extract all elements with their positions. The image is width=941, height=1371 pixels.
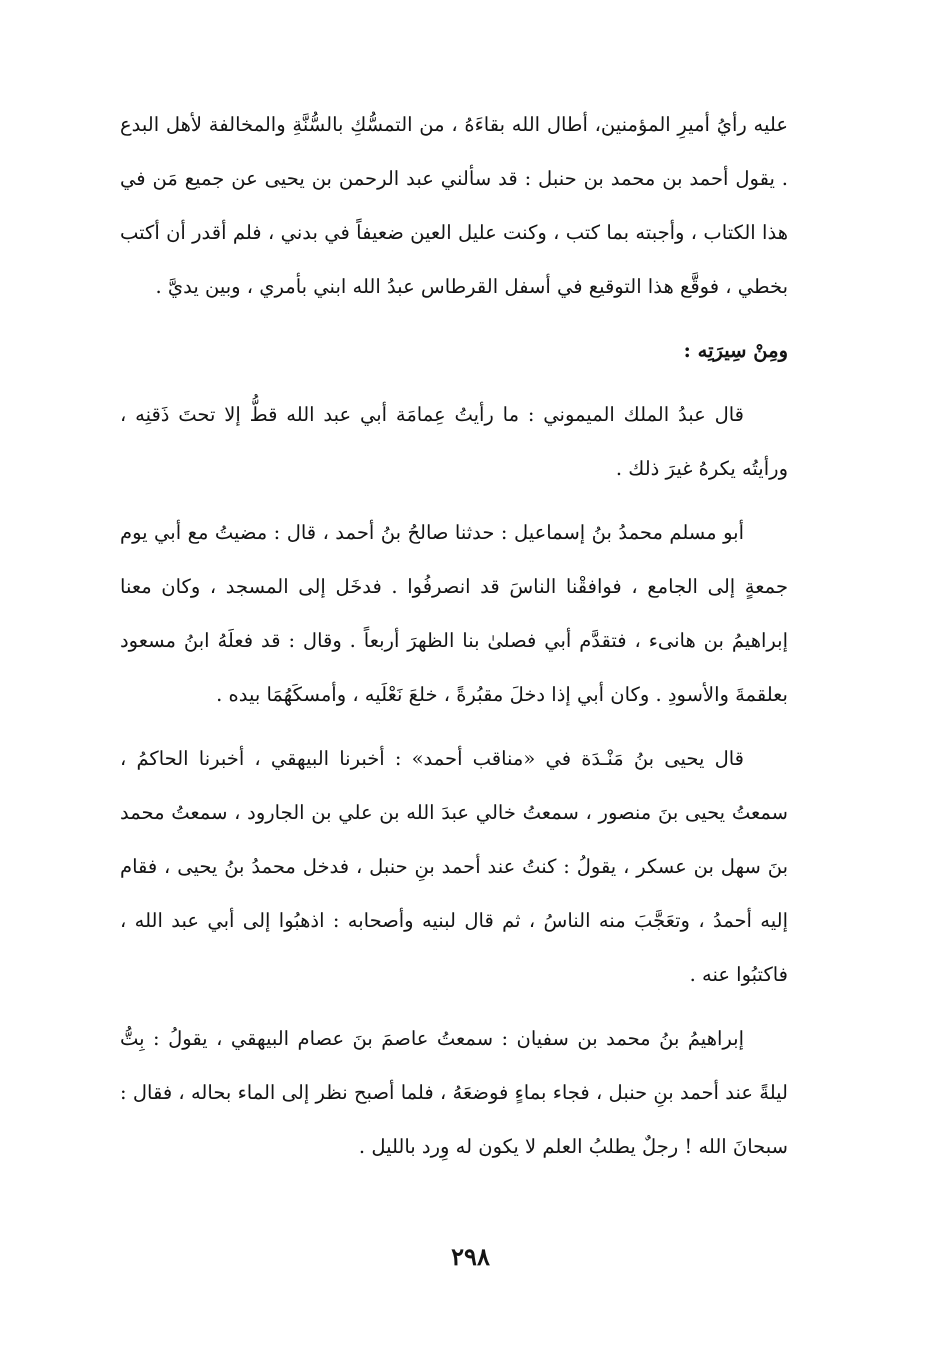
paragraph-continuation: عليه رأيُ أميرِ المؤمنين، أطال الله بقاءَهُ ، من التمسُّكِ بالسُّنَّةِ والمخالفة لأهل البدع . يقول أحمد بن محمد بن حنبل : قد سألني عبد الرحمن بن يحيى عن جميع مَن في هذا الكتاب ، وأجبته بما كتب ، وكنت عليل العين ضعيفاً في بدني ، فلم أقدر أن أكتب بخطي ، فوقَّع هذا التوقيع في أسفل القرطاس عبدُ الله ابني بأمري ، وبين يديَّ . xyxy=(120,113,788,298)
section-heading: ومِنْ سِيرَتِه : xyxy=(683,339,788,362)
paragraph-maymuni: قال عبدُ الملك الميموني : ما رأيتُ عِمامَة أبي عبد الله قطُّ إلا تحتَ ذَقنِه ، ورأيتُه يكرهُ غيرَ ذلك . xyxy=(120,403,788,480)
paragraph-ibrahim-ibn-sufyan: إبراهيمُ بنُ محمد بن سفيان : سمعتُ عاصمَ بنَ عصام البيهقي ، يقولُ : بِتُّ ليلةً عند أحمد بنِ حنبل ، فجاء بماءٍ فوضعَهُ ، فلما أصبح نظر إلى الماء بحاله ، فقال : سبحانَ الله ! رجلٌ يطلبُ العلم لا يكون له وِرد بالليل . xyxy=(120,1027,788,1158)
body-text xyxy=(120,98,788,1174)
paragraph-yahya-ibn-mandah: قال يحيى بنُ مَنْـدَة في «مناقب أحمد» : أخبرنا البيهقي ، أخبرنا الحاكمُ ، سمعتُ يحيى بنَ منصور ، سمعتُ خالي عبدَ الله بن علي بن الجارود ، سمعتُ محمد بنَ سهل بن عسكر ، يقولُ : كنتُ عند أحمد بنِ حنبل ، فدخل محمدُ بنُ يحيى ، فقام إليه أحمدُ ، وتعَجَّبَ منه الناسُ ، ثم قال لبنيه وأصحابه : اذهبُوا إلى أبي عبد الله ، فاكتبُوا عنه . xyxy=(120,747,788,986)
paragraph-abu-muslim: أبو مسلم محمدُ بنُ إسماعيل : حدثنا صالحُ بنُ أحمد ، قال : مضيتُ مع أبي يوم جمعةٍ إلى الجامع ، فوافقْنا الناسَ قد انصرفُوا . فدخَل إلى المسجد ، وكان معنا إبراهيمُ بن هانىء ، فتقدَّم أبي فصلىٰ بنا الظهرَ أربعاً . وقال : قد فعلَهُ ابنُ مسعود بعلقمةَ والأسودِ . وكان أبي إذا دخلَ مقبُرةً ، خلعَ نَعْلَيه ، وأمسكَهُمَا بيده . xyxy=(120,521,788,706)
page-number: ٢٩٨ xyxy=(451,1242,490,1271)
